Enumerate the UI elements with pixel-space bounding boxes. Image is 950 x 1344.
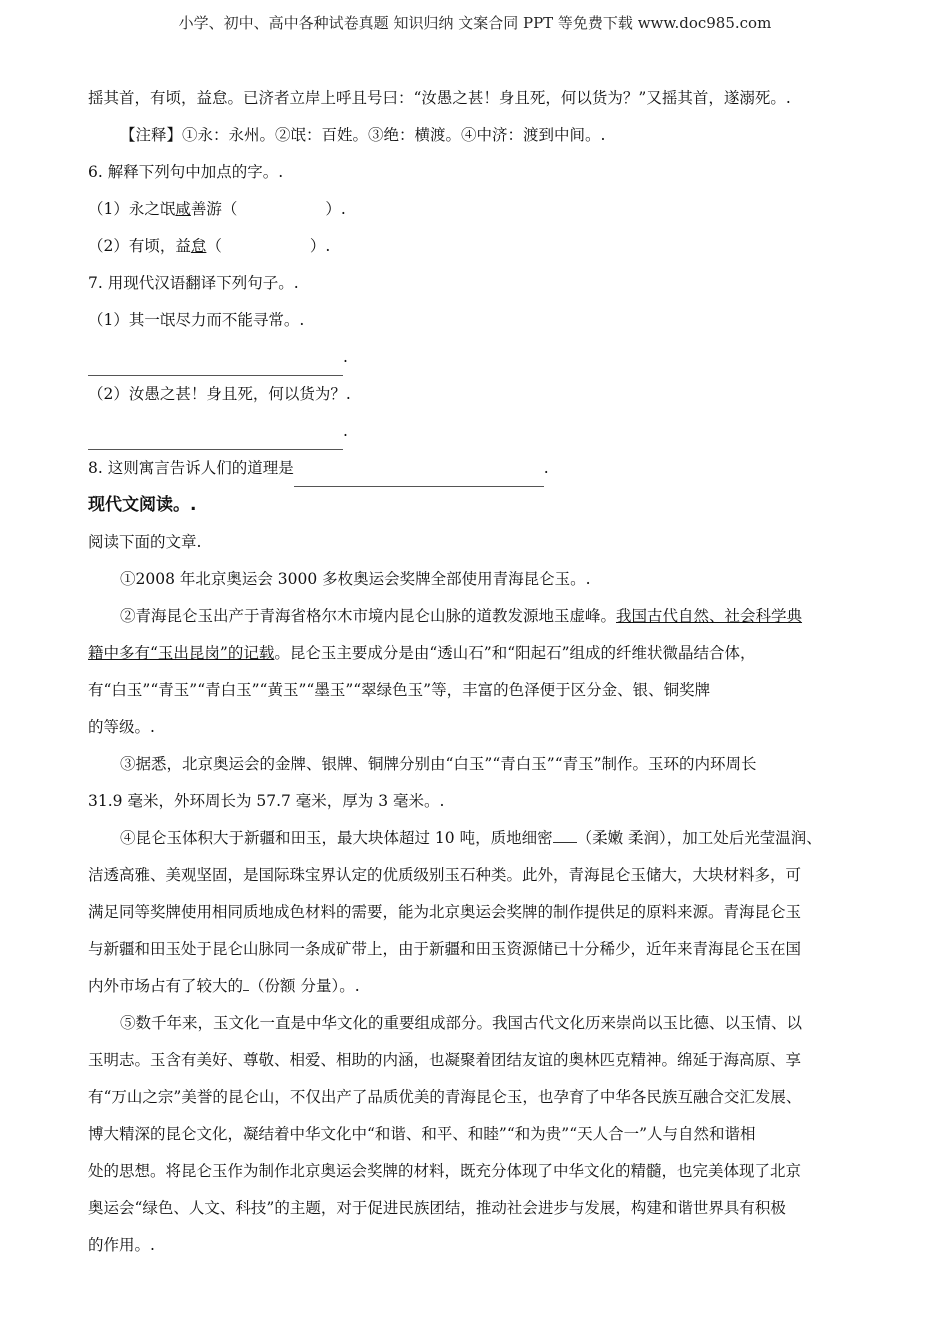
p4-l1-a: ④昆仑玉体积大于新疆和田玉，最大块体超过 10 吨，质地细密 (120, 829, 553, 847)
q8-answer-line[interactable] (294, 466, 544, 487)
q6-item-2-pre: （2）有顷，益 (88, 237, 191, 255)
p2-l2-underlined: 籍中多有“玉出昆岗”的记载 (88, 644, 275, 662)
q6-item-2-end: ）. (309, 237, 331, 255)
document-body (88, 80, 868, 1264)
q6-item-1-pre: （1）永之氓 (88, 200, 176, 218)
paragraph-2-line-4: 的等级。. (88, 718, 155, 736)
paragraph-2-line-3: 有“白玉”“青玉”“青白玉”“黄玉”“墨玉”“翠绿色玉”等，丰富的色泽便于区分金、银、铜奖牌 (88, 681, 711, 699)
q6-item-2-dotted-char: 怠 (190, 237, 207, 255)
paragraph-3-line-1: ③据悉，北京奥运会的金牌、银牌、铜牌分别由“白玉”“青白玉”“青玉”制作。玉环的内环周长 (120, 755, 757, 773)
paragraph-5-line-6: 奥运会“绿色、人文、科技”的主题，对于促进民族团结，推动社会进步与发展，构建和谐世界具有积极 (88, 1199, 786, 1217)
paragraph-5-line-7: 的作用。. (88, 1236, 155, 1254)
paragraph-3-line-2: 31.9 毫米，外环周长为 57.7 毫米，厚为 3 毫米。. (88, 792, 445, 810)
paragraph-5-line-1: ⑤数千年来，玉文化一直是中华文化的重要组成部分。我国古代文化历来崇尚以玉比德、以玉情、以 (120, 1014, 803, 1032)
q6-item-2 (88, 228, 868, 265)
q7-item-1-end: . (343, 348, 348, 366)
paragraph-4-line-5 (88, 968, 868, 1005)
section-title-modern-reading: 现代文阅读。. (88, 495, 197, 515)
p2-l1-plain: ②青海昆仑玉出产于青海省格尔木市境内昆仑山脉的道教发源地玉虚峰。 (120, 607, 617, 625)
p2-l1-underlined: 我国古代自然、社会科学典 (616, 607, 803, 625)
q7-item-2-answer (88, 413, 868, 450)
paragraph-5-line-5: 处的思想。将昆仑玉作为制作北京奥运会奖牌的材料，既充分体现了中华文化的精髓，也完美体现了北京 (88, 1162, 802, 1180)
q7-item-2: （2）汝愚之甚！身且死，何以货为？. (88, 385, 351, 403)
reading-instruction: 阅读下面的文章. (88, 533, 202, 551)
paragraph-5-line-2: 玉明志。玉含有美好、尊敬、相爱、相助的内涵，也凝聚着团结友谊的奥林匹克精神。绵延于海高原、享 (88, 1051, 802, 1069)
p2-l2-plain: 。昆仑玉主要成分是由“透山石”和“阳起石”组成的纤维状微晶结合体， (274, 644, 756, 662)
q6-item-2-post: （ (206, 237, 222, 255)
q6-stem: 6. 解释下列句中加点的字。. (88, 163, 284, 181)
p4-l1-b: （柔嫩 柔润），加工处后光莹温润、 (576, 829, 822, 847)
paragraph-4-line-4: 与新疆和田玉处于昆仑山脉同一条成矿带上，由于新疆和田玉资源储已十分稀少，近年来青海昆仑玉在国 (88, 940, 802, 958)
q8-end: . (543, 459, 549, 477)
q6-item-1 (88, 191, 868, 228)
passage-tail: 揺其首，有顷，益怠。已济者立岸上呼且号曰：“汝愚之甚！身且死，何以货为？”又摇其首，遂溺死。. (88, 89, 791, 107)
annotation-notes: 【注释】①永：永州。②氓：百姓。③绝：横渡。④中济：渡到中间。. (120, 126, 606, 144)
q7-item-2-end: . (343, 422, 348, 440)
p4-fill-blank-1[interactable] (553, 824, 577, 843)
q6-item-1-end: ）. (325, 200, 346, 218)
page-header: 小学、初中、高中各种试卷真题 知识归纳 文案合同 PPT 等免费下载 www.doc985.com (178, 14, 772, 32)
paragraph-5-line-4: 博大精深的昆仑文化，凝结着中华文化中“和谐、和平、和睦”“和为贵”“天人合一”人与自然和谐相 (88, 1125, 756, 1143)
q7-item-1: （1）其一氓尽力而不能寻常。. (88, 311, 305, 329)
paragraph-4-line-2: 洁透高雅、美观坚固，是国际珠宝界认定的优质级别玉石种类。此外，青海昆仑玉储大，大块材料多，可 (88, 866, 802, 884)
p4-l5-b: （份额 分量）。. (249, 977, 360, 995)
q8-stem: 8. 这则寓言告诉人们的道理是 (88, 459, 294, 477)
q6-item-1-dotted-char: 咸 (175, 200, 191, 218)
paragraph-4-line-1 (88, 820, 868, 857)
q7-item-2-answer-line[interactable] (88, 429, 343, 450)
q7-item-1-answer (88, 339, 868, 376)
p4-l5-a: 内外市场占有了较大的 (88, 977, 244, 995)
q6-item-1-post: 善游（ (190, 200, 238, 218)
paragraph-5-line-3: 有“万山之宗”美誉的昆仑山，不仅出产了品质优美的青海昆仑玉，也孕育了中华各民族互融合交汇发展、 (88, 1088, 802, 1106)
q8 (88, 450, 868, 487)
paragraph-2-line-1 (88, 598, 868, 635)
q7-item-1-answer-line[interactable] (88, 355, 343, 376)
paragraph-1: ①2008 年北京奥运会 3000 多枚奥运会奖牌全部使用青海昆仑玉。. (120, 570, 591, 588)
paragraph-2-line-2 (88, 635, 868, 672)
q7-stem: 7. 用现代汉语翻译下列句子。. (88, 274, 299, 292)
paragraph-4-line-3: 满足同等奖牌使用相同质地成色材料的需要，能为北京奥运会奖牌的制作提供足的原料来源。青海昆仑玉 (88, 903, 802, 921)
